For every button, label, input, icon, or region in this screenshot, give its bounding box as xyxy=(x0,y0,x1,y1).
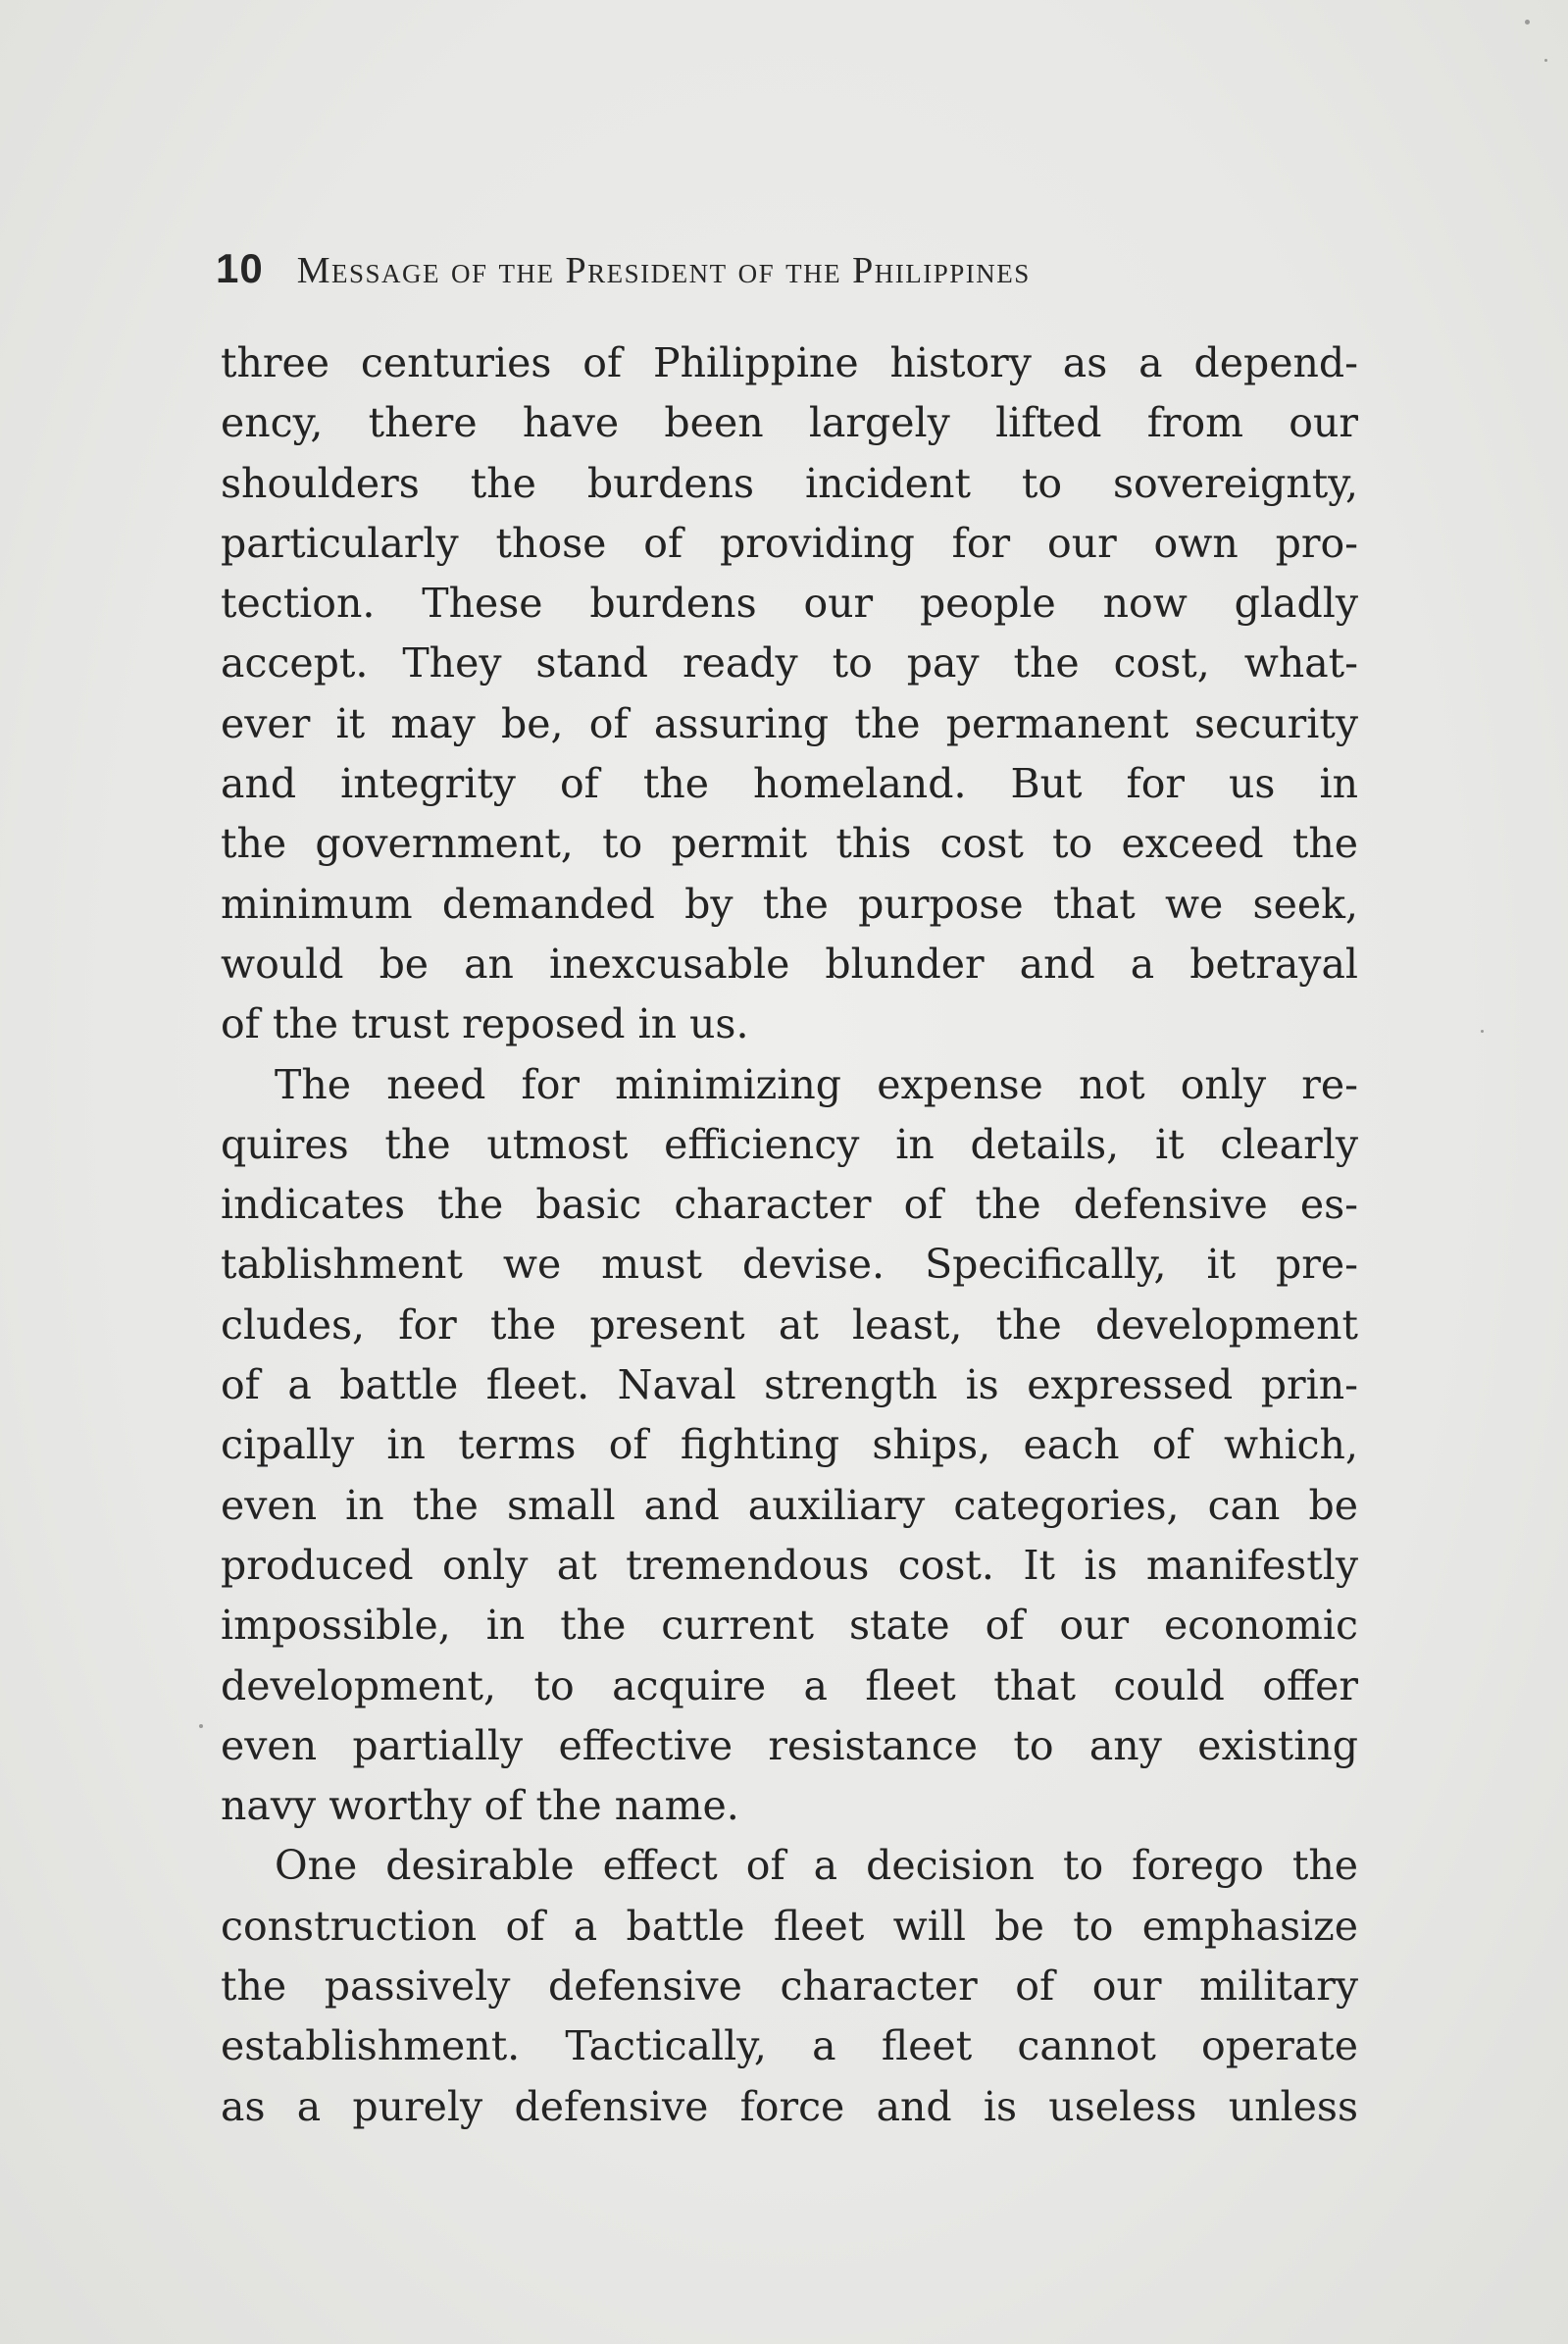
text-line: accept. They stand ready to pay the cost, what- xyxy=(221,639,1358,688)
text-line: the passively defensive character of our military xyxy=(221,1962,1358,2011)
text-line: indicates the basic character of the defensive es- xyxy=(221,1181,1358,1229)
text-line: and integrity of the homeland. But for us in xyxy=(221,760,1358,808)
text-line: impossible, in the current state of our economic xyxy=(221,1602,1358,1650)
text-line: ency, there have been largely lifted from our xyxy=(221,399,1358,447)
paragraph-1 xyxy=(221,333,1358,1055)
text-line: the government, to permit this cost to exceed the xyxy=(221,820,1358,868)
text-line: as a purely defensive force and is useless unless xyxy=(221,2082,1358,2130)
text-line: of the trust reposed in us. xyxy=(221,1000,749,1048)
text-line: produced only at tremendous cost. It is manifestly xyxy=(221,1541,1358,1589)
paragraph-3 xyxy=(221,1836,1358,2136)
text-line: One desirable effect of a decision to forego the xyxy=(275,1842,1358,1890)
text-line: construction of a battle fleet will be to emphasize xyxy=(221,1902,1358,1950)
text-line: cludes, for the present at least, the development xyxy=(221,1300,1358,1349)
text-line: tablishment we must devise. Specifically, it pre- xyxy=(221,1241,1358,1289)
text-line: even in the small and auxiliary categories, can be xyxy=(221,1481,1358,1529)
body-text xyxy=(221,333,1358,2137)
text-line: even partially effective resistance to any existing xyxy=(221,1721,1358,1769)
paragraph-2 xyxy=(221,1055,1358,1837)
text-line: cipally in terms of fighting ships, each of which, xyxy=(221,1421,1358,1469)
text-line: minimum demanded by the purpose that we seek, xyxy=(221,880,1358,928)
paper-speck xyxy=(1544,59,1547,62)
paper-speck xyxy=(1525,20,1530,25)
text-line: particularly those of providing for our own pro- xyxy=(221,519,1358,567)
running-title: Message of the President of the Philippines xyxy=(296,250,1031,291)
text-line: shoulders the burdens incident to sovereignty, xyxy=(221,459,1358,507)
text-line: ever it may be, of assuring the permanent security xyxy=(221,699,1358,747)
text-line: establishment. Tactically, a fleet cannot operate xyxy=(221,2022,1358,2070)
text-line: The need for minimizing expense not only re- xyxy=(275,1060,1358,1108)
paper-speck xyxy=(199,1724,203,1728)
page-number: 10 xyxy=(216,245,264,291)
paper-speck xyxy=(1481,1030,1484,1033)
text-line: development, to acquire a fleet that could offer xyxy=(221,1661,1358,1709)
text-line: navy worthy of the name. xyxy=(221,1782,739,1830)
text-line: would be an inexcusable blunder and a betrayal xyxy=(221,940,1358,988)
text-line: of a battle fleet. Naval strength is expressed prin- xyxy=(221,1361,1358,1409)
text-line: tection. These burdens our people now gladly xyxy=(221,580,1358,628)
text-line: three centuries of Philippine history as a depend- xyxy=(221,339,1358,386)
running-header xyxy=(216,245,1373,314)
text-line: quires the utmost efficiency in details, it clearly xyxy=(221,1120,1358,1168)
